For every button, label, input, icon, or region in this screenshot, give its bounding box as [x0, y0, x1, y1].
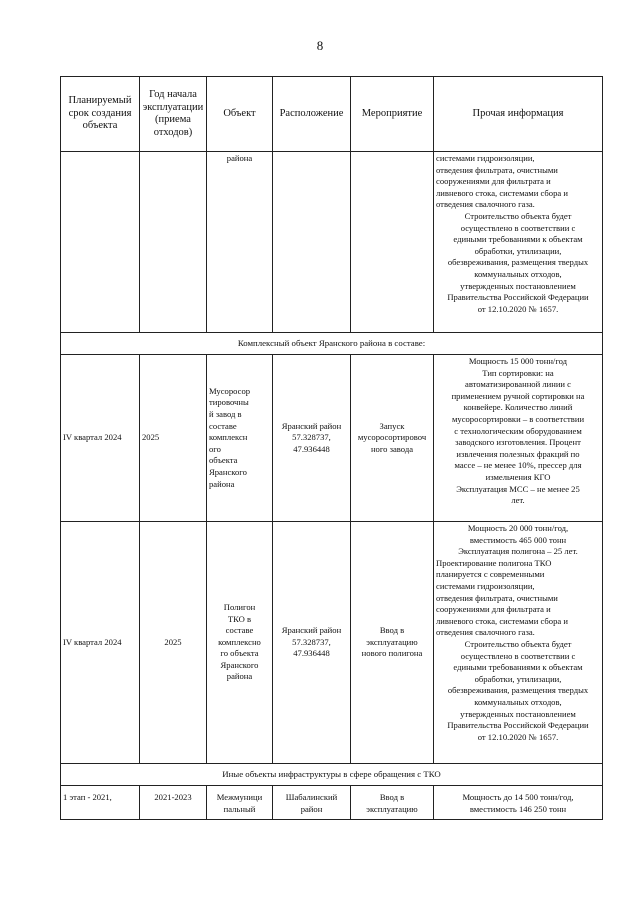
cell-info: Мощность 20 000 тонн/год, вместимость 465 000 тонн Эксплуатация полигона – 25 лет. Проектирование полигона ТКО планируется с современными системами гидроизоляции, отведения фильтрата, очистными сооружениями для фильтрата и ливневого стока, системами сбора и отведения свалочного газа. Строительство объекта будет осуществлено в соответствии с едиными требованиями к объектам обработки, утилизации, обезвреживания, размещения твердых коммунальных отходов, утвержденных постановлением Правительства Российской Федерации от 12.10.2020 № 1657.: [434, 522, 603, 764]
cell-object: района: [207, 152, 273, 333]
cell-location: Яранский район 57.328737, 47.936448: [273, 522, 351, 764]
header-period: Планируемый срок создания объекта: [61, 77, 140, 152]
cell-location: [273, 152, 351, 333]
cell-location: Яранский район 57.328737, 47.936448: [273, 355, 351, 522]
cell-year: [140, 152, 207, 333]
cell-year: 2025: [140, 522, 207, 764]
table-row: [61, 355, 603, 522]
cell-action: Ввод в эксплуатацию: [351, 786, 434, 820]
header-year: Год начала эксплуатации (приема отходов): [140, 77, 207, 152]
header-location: Расположение: [273, 77, 351, 152]
cell-object: Полигон ТКО в составе комплексно го объекта Яранского района: [207, 522, 273, 764]
cell-period: IV квартал 2024: [61, 522, 140, 764]
page-number: 8: [316, 38, 324, 53]
section-heading: Иные объекты инфраструктуры в сфере обращения с ТКО: [61, 764, 603, 786]
cell-action: Ввод в эксплуатацию нового полигона: [351, 522, 434, 764]
section-row: [61, 764, 603, 786]
header-info: Прочая информация: [434, 77, 603, 152]
table-row: [61, 522, 603, 764]
cell-action: Запуск мусоросортировоч ного завода: [351, 355, 434, 522]
cell-info: Мощность до 14 500 тонн/год, вместимость 146 250 тонн: [434, 786, 603, 820]
section-heading: Комплексный объект Яранского района в составе:: [61, 333, 603, 355]
cell-period: [61, 152, 140, 333]
cell-object: Межмуници пальный: [207, 786, 273, 820]
cell-period: IV квартал 2024: [61, 355, 140, 522]
cell-action: [351, 152, 434, 333]
header-row: [61, 77, 603, 152]
table-row: [61, 152, 603, 333]
cell-period: 1 этап - 2021,: [61, 786, 140, 820]
table-row: [61, 786, 603, 820]
header-action: Мероприятие: [351, 77, 434, 152]
waste-facilities-table: [60, 76, 603, 820]
cell-info: системами гидроизоляции, отведения фильтрата, очистными сооружениями для фильтрата и ливневого стока, системами сбора и отведения свалочного газа. Строительство объекта будет осуществлено в соответствии с едиными требованиями к объектам обработки, утилизации, обезвреживания, размещения твердых коммунальных отходов, утвержденных постановлением Правительства Российской Федерации от 12.10.2020 № 1657.: [434, 152, 603, 333]
section-row: [61, 333, 603, 355]
cell-object: Мусоросор тировочны й завод в составе комплексн ого объекта Яранского района: [207, 355, 273, 522]
cell-location: Шабалинский район: [273, 786, 351, 820]
cell-year: 2021-2023: [140, 786, 207, 820]
cell-year: 2025: [140, 355, 207, 522]
cell-info: Мощность 15 000 тонн/год Тип сортировки: на автоматизированной линии с применением ручной сортировки на конвейере. Количество линий мусоросортировки – в соответствии с технологическим оборудованием заводского изготовления. Процент извлечения полезных фракций по массе – не менее 10%, прессер для измельчения КГО Эксплуатация МСС – не менее 25 лет.: [434, 355, 603, 522]
header-object: Объект: [207, 77, 273, 152]
